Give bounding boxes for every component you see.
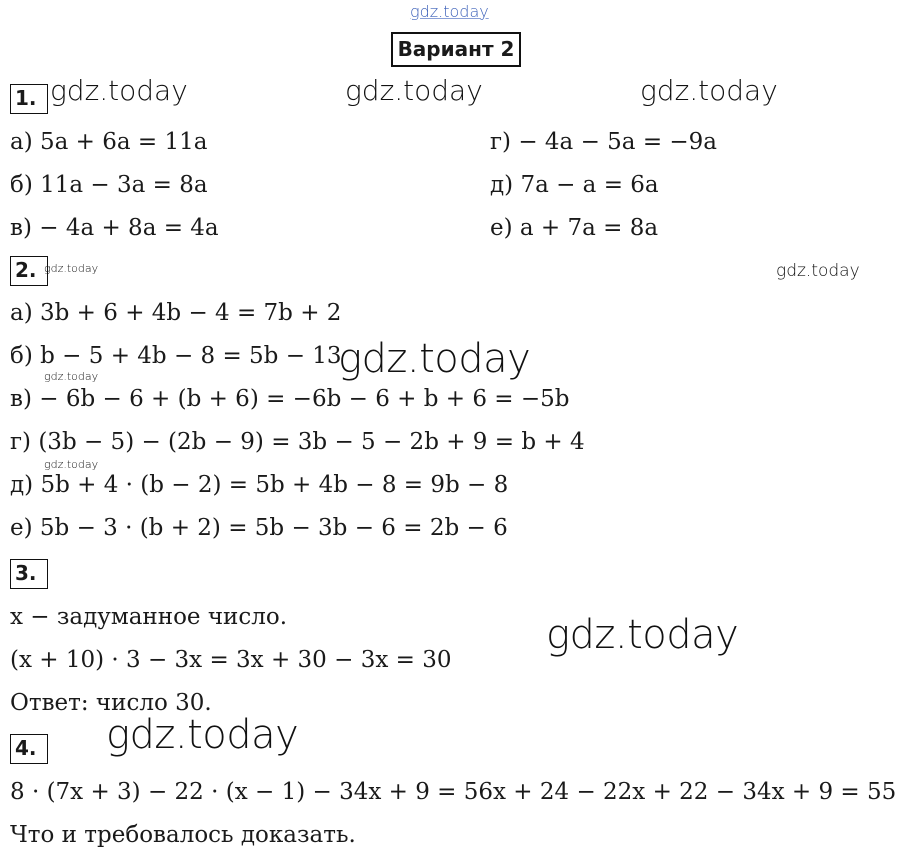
watermark-4: gdz.today — [44, 262, 99, 275]
task-1-number: 1. — [10, 84, 48, 114]
task-1-g: г) − 4a − 5a = −9a — [490, 129, 718, 155]
task-1-e: е) a + 7a = 8a — [490, 215, 659, 241]
task-3-answer: Ответ: число 30. — [10, 690, 212, 716]
task-1-d: д) 7a − a = 6a — [490, 172, 659, 198]
task-3-line-1: x − задуманное число. — [10, 604, 288, 630]
watermark-7: gdz.today — [44, 370, 99, 383]
task-2-b: б) b − 5 + 4b − 8 = 5b − 13 — [10, 343, 342, 369]
task-2-a: а) 3b + 6 + 4b − 4 = 7b + 2 — [10, 300, 342, 326]
watermark-5: gdz.today — [776, 261, 860, 281]
watermark-1: gdz.today — [50, 74, 188, 107]
task-4-number: 4. — [10, 734, 48, 764]
watermark-8: gdz.today — [44, 458, 99, 471]
watermark-2: gdz.today — [345, 74, 483, 107]
task-2-number: 2. — [10, 256, 48, 286]
watermark-6: gdz.today — [338, 336, 531, 382]
task-4-conclusion: Что и требовалось доказать. — [10, 822, 356, 848]
task-3-number: 3. — [10, 559, 48, 589]
task-1-v: в) − 4a + 8a = 4a — [10, 215, 219, 241]
task-3-line-2: (x + 10) · 3 − 3x = 3x + 30 − 3x = 30 — [10, 647, 452, 673]
variant-title: Вариант 2 — [391, 32, 521, 67]
watermark-3: gdz.today — [640, 74, 778, 107]
watermark-top: gdz.today — [410, 2, 489, 21]
watermark-9: gdz.today — [546, 612, 739, 658]
task-1-b: б) 11a − 3a = 8a — [10, 172, 208, 198]
task-1-a: а) 5a + 6a = 11a — [10, 129, 208, 155]
watermark-10: gdz.today — [106, 712, 299, 758]
task-2-v: в) − 6b − 6 + (b + 6) = −6b − 6 + b + 6 = −5b — [10, 386, 570, 412]
task-4-line-1: 8 · (7x + 3) − 22 · (x − 1) − 34x + 9 = 56x + 24 − 22x + 22 − 34x + 9 = 55 — [10, 779, 897, 805]
task-2-e: е) 5b − 3 · (b + 2) = 5b − 3b − 6 = 2b − 6 — [10, 515, 508, 541]
task-2-g: г) (3b − 5) − (2b − 9) = 3b − 5 − 2b + 9 = b + 4 — [10, 429, 585, 455]
task-2-d: д) 5b + 4 · (b − 2) = 5b + 4b − 8 = 9b − 8 — [10, 472, 509, 498]
